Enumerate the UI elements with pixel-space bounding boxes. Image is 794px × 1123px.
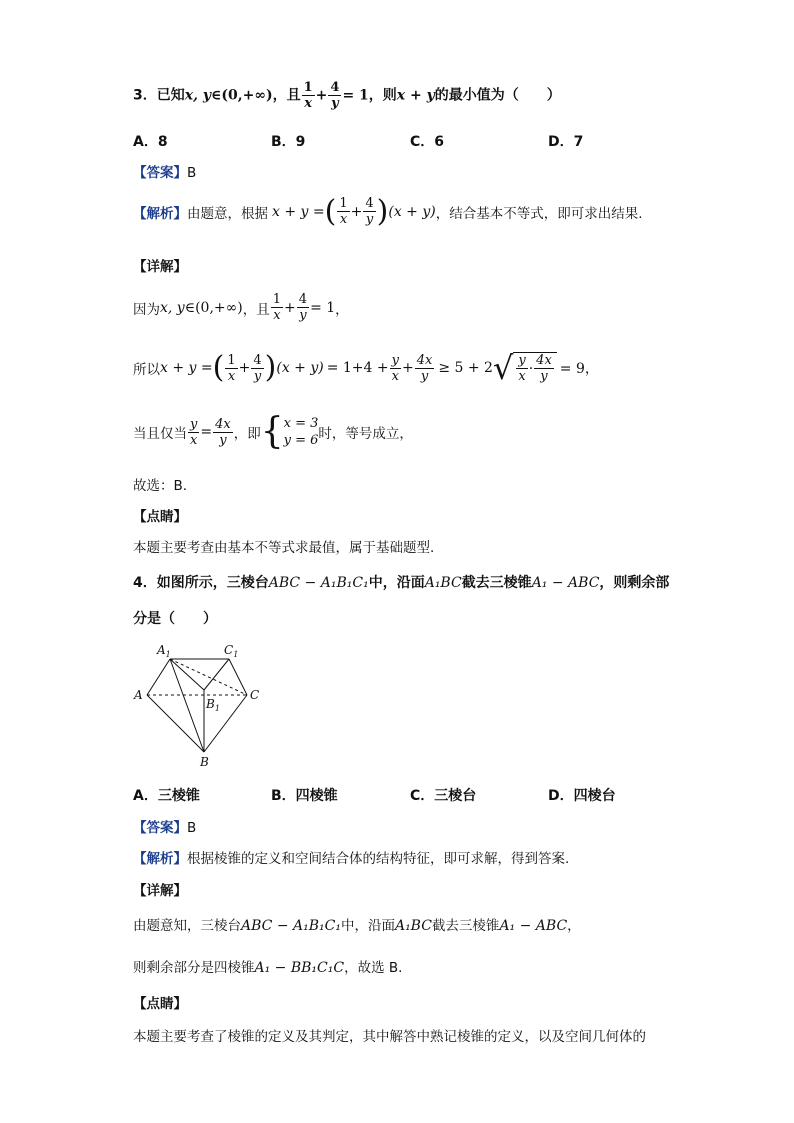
plus: + <box>284 299 296 316</box>
q3-answer <box>133 161 196 181</box>
q3-and: ，且 <box>272 87 301 104</box>
brace: { <box>260 411 284 452</box>
frac-4-over-y <box>297 292 309 323</box>
q4-analysis <box>133 847 569 867</box>
frac-num: 1 <box>272 292 282 307</box>
sys-x: x = 3 <box>283 416 319 431</box>
q3-frac-1-over-x <box>302 80 315 111</box>
frustum: ABC − A₁B₁C₁ <box>268 575 369 591</box>
expr-tail: (x + y) <box>388 203 436 220</box>
frac-den: x <box>304 96 313 111</box>
frac-den: x <box>190 432 198 448</box>
frac-num: y <box>391 352 399 368</box>
q3-option-c[interactable]: C．6 <box>410 134 445 150</box>
frustum: ABC − A₁B₁C₁ <box>241 918 341 934</box>
q3-review-tag: 【点睛】 <box>133 509 187 525</box>
sqrt <box>492 349 557 387</box>
q3-target: x + y <box>396 87 435 104</box>
q4-detail-tag: 【详解】 <box>133 883 187 899</box>
expr-lhs: x + y = <box>160 360 213 376</box>
text: 则剩余部分是四棱锥 <box>133 960 255 976</box>
analysis-text: 根据棱锥的定义和空间结合体的结构特征，即可求解，得到答案. <box>187 851 570 867</box>
q4-option-a[interactable]: A．三棱锥 <box>133 788 200 804</box>
q3-option-b[interactable]: B．9 <box>271 134 306 150</box>
frac-den: y <box>219 432 227 448</box>
pyramid: A₁ − ABC <box>531 575 600 591</box>
q3-option-d[interactable]: D．7 <box>548 134 584 150</box>
q3-detail-line2 <box>133 349 599 387</box>
frac-1-over-x <box>337 196 349 227</box>
q4-stem-line1 <box>133 572 669 592</box>
q3-vars: x, y <box>184 87 211 104</box>
text: 时，等号成立， <box>318 426 413 442</box>
q3-frac-4-over-y <box>328 80 341 111</box>
text: ， <box>567 918 581 934</box>
edge-c1c <box>229 659 247 695</box>
remaining-pyramid: A₁ − BB₁C₁C <box>254 960 345 976</box>
chain: = 1+4 + <box>326 360 389 376</box>
frac-den: x <box>227 368 236 384</box>
plus: + <box>350 203 363 220</box>
q3-analysis <box>133 193 643 229</box>
equation-system <box>284 415 319 449</box>
edge-ab <box>147 695 204 752</box>
answer-tag: 【答案】 <box>133 165 187 181</box>
frac-num: 1 <box>303 80 313 95</box>
q4-option-d[interactable]: D．四棱台 <box>548 788 616 804</box>
frac-num: 4 <box>365 196 374 211</box>
q3-number: 3．已知 <box>133 87 185 104</box>
text: 中，沿面 <box>340 918 395 934</box>
label-b: B <box>200 755 209 769</box>
frac-den: y <box>299 308 307 323</box>
q3-set: ∈(0,+∞) <box>210 87 273 104</box>
chain-eq: = 9， <box>559 361 599 377</box>
text: ，即 <box>233 426 261 442</box>
frac-4x-over-y <box>415 353 435 384</box>
frac-y-over-x <box>390 353 401 384</box>
text: 所以 <box>133 362 160 378</box>
plus: + <box>401 360 414 376</box>
q3-choose: 故选：B. <box>133 478 188 494</box>
label-b1: $B_1$ <box>206 697 220 713</box>
q3-ask: 的最小值为（ ） <box>434 87 561 104</box>
paren-open: ( <box>212 350 225 385</box>
frac-num: 4x <box>536 353 552 368</box>
q3-detail-line1: 因为 x, y ∈(0,+∞) ，且 $\frac{1}{x}$ + $\frac{4}{y}$ = 1 ， <box>133 292 349 323</box>
eq-one: = 1 <box>342 87 369 104</box>
plane: A₁BC <box>394 918 432 934</box>
q4-detail-line1 <box>133 914 581 934</box>
q4-review-tag: 【点睛】 <box>133 996 187 1012</box>
frustum-figure <box>130 638 270 770</box>
frac-num: 4 <box>298 292 308 307</box>
answer-value: B <box>187 820 197 836</box>
frac-den: x <box>339 212 348 227</box>
frac-den: y <box>331 96 339 111</box>
text: ，则剩余部 <box>599 575 670 591</box>
frac-4x-over-y <box>213 417 233 448</box>
frac-num: 4 <box>330 80 340 95</box>
text: ，且 <box>242 301 270 318</box>
edge-a1b1 <box>170 659 204 690</box>
analysis-tag: 【解析】 <box>133 851 187 867</box>
pyramid: A₁ − ABC <box>499 918 568 934</box>
label-c1: $C_1$ <box>224 643 239 659</box>
eq-one: = 1 <box>310 299 336 316</box>
frac-den: y <box>365 212 374 227</box>
text: 因为 <box>133 301 160 318</box>
frac-num: y <box>190 416 198 432</box>
q4-stem-line2: 分是（ ） <box>133 611 217 627</box>
chain-ge: ≥ 5 + 2 <box>438 360 493 376</box>
frac-num: 4x <box>416 352 433 368</box>
q3-option-a[interactable]: A．8 <box>133 134 168 150</box>
frac-4-over-y <box>363 196 375 227</box>
frac-den: y <box>540 369 548 384</box>
frac-1-over-x <box>225 353 237 384</box>
frac-den: y <box>253 368 262 384</box>
frac-4-over-y <box>251 353 263 384</box>
analysis-text: ，结合基本不等式，即可求出结果. <box>435 205 643 222</box>
text: 4．如图所示，三棱台 <box>133 575 269 591</box>
q4-review: 本题主要考查了棱锥的定义及其判定，其中解答中熟记棱锥的定义，以及空间几何体的 <box>133 1029 646 1045</box>
label-a: A <box>134 688 143 702</box>
q3-then: ，则 <box>368 87 397 104</box>
plus: + <box>315 87 328 104</box>
answer-tag: 【答案】 <box>133 820 187 836</box>
frac-num: 4 <box>253 352 262 368</box>
sqrt-radicand: $\frac{y}{x}$ · $\frac{4x}{y}$ <box>513 352 556 384</box>
plus: + <box>238 360 251 376</box>
frac-den: x <box>273 308 281 323</box>
frac-den: y <box>420 368 429 384</box>
text: 截去三棱锥 <box>431 918 500 934</box>
frac-num: 4x <box>215 416 231 432</box>
plane: A₁BC <box>424 575 462 591</box>
sqrt-sign: √ <box>492 349 514 387</box>
frac-den: x <box>391 368 399 384</box>
label-a1: $A_1$ <box>157 643 171 659</box>
frac-y-over-x <box>188 417 199 448</box>
frac-4x-over-y <box>534 353 554 384</box>
analysis-text: 由题意，根据 <box>187 205 268 222</box>
paren-open: ( <box>324 193 337 229</box>
frac-1-over-x <box>271 292 283 323</box>
q4-answer <box>133 816 196 836</box>
text: 截去三棱锥 <box>461 575 532 591</box>
text: ，故选 B. <box>344 960 403 976</box>
q4-option-b[interactable]: B．四棱锥 <box>271 788 338 804</box>
frac-num: 1 <box>227 352 236 368</box>
frac-y-over-x <box>516 353 527 384</box>
paren-close: ) <box>264 350 277 385</box>
frac-num: y <box>518 353 526 368</box>
text: 由题意知，三棱台 <box>133 918 241 934</box>
q3-detail-tag: 【详解】 <box>133 259 187 275</box>
text: 中，沿面 <box>368 575 425 591</box>
q3-review: 本题主要考查由基本不等式求最值，属于基础题型. <box>133 540 435 556</box>
expr-tail: (x + y) <box>276 360 324 376</box>
analysis-tag: 【解析】 <box>133 205 187 222</box>
eq: = <box>200 424 213 440</box>
q3-stem <box>133 80 561 111</box>
vars: x, y <box>160 299 185 316</box>
text: 当且仅当 <box>133 426 187 442</box>
q4-option-c[interactable]: C．三棱台 <box>410 788 477 804</box>
frac-den: x <box>518 369 526 384</box>
answer-value: B <box>187 165 197 181</box>
frac-num: 1 <box>339 196 348 211</box>
set: ∈(0,+∞) <box>184 299 243 316</box>
edge-a1a <box>147 659 170 695</box>
paren-close: ) <box>376 193 389 229</box>
label-c: C <box>250 688 260 702</box>
sys-y: y = 6 <box>283 433 319 448</box>
q4-detail-line2 <box>133 956 402 976</box>
expr-lhs: x + y = <box>272 203 325 220</box>
q3-detail-line3 <box>133 411 413 452</box>
